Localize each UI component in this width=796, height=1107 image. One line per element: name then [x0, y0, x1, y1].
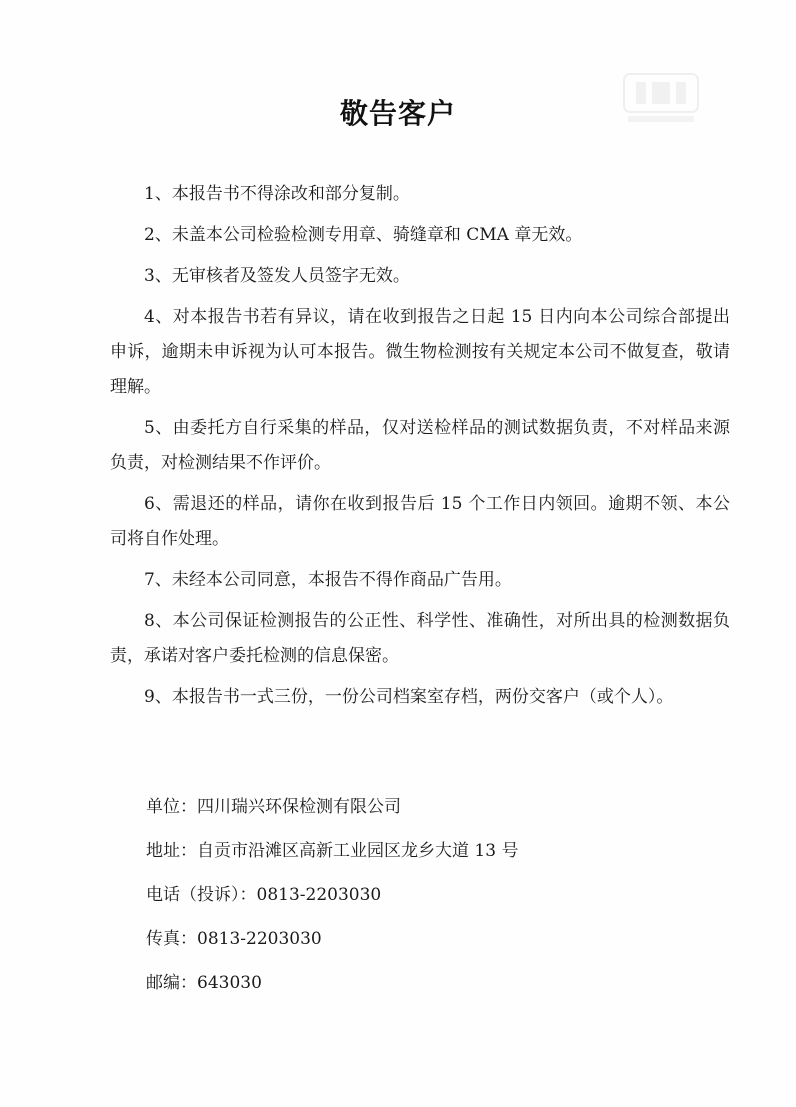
notice-list — [110, 177, 730, 721]
contact-fax: 传真：0813-2203030 — [146, 929, 322, 949]
notice-item-9: 9、本报告书一式三份，一份公司档案室存档，两份交客户（或个人）。 — [144, 687, 674, 707]
contact-phone: 电话（投诉）：0813-2203030 — [146, 885, 382, 905]
notice-item-1: 1、本报告书不得涂改和部分复制。 — [144, 184, 410, 204]
notice-item-3: 3、无审核者及签发人员签字无效。 — [144, 266, 410, 286]
page-title: 敬告客户 — [339, 97, 456, 130]
notice-item-6: 6、需退还的样品，请你在收到报告后 15 个工作日内领回。逾期不领、本公司将自作处理。 — [110, 494, 730, 549]
notice-item-4: 4、对本报告书若有异议，请在收到报告之日起 15 日内向本公司综合部提出申诉，逾期未申诉视为认可本报告。微生物检测按有关规定本公司不做复查，敬请理解。 — [110, 307, 730, 397]
notice-item-5: 5、由委托方自行采集的样品，仅对送检样品的测试数据负责，不对样品来源负责，对检测结果不作评价。 — [110, 418, 730, 473]
contact-unit: 单位：四川瑞兴环保检测有限公司 — [146, 797, 401, 817]
notice-item-8: 8、本公司保证检测报告的公正性、科学性、准确性，对所出具的检测数据负责，承诺对客户委托检测的信息保密。 — [110, 611, 730, 666]
contact-info — [146, 792, 706, 1012]
contact-postcode: 邮编：643030 — [146, 973, 262, 993]
contact-address: 地址：自贡市沿滩区高新工业园区龙乡大道 13 号 — [146, 841, 519, 861]
notice-item-2: 2、未盖本公司检验检测专用章、骑缝章和 CMA 章无效。 — [144, 225, 583, 245]
notice-item-7: 7、未经本公司同意，本报告不得作商品广告用。 — [144, 570, 512, 590]
